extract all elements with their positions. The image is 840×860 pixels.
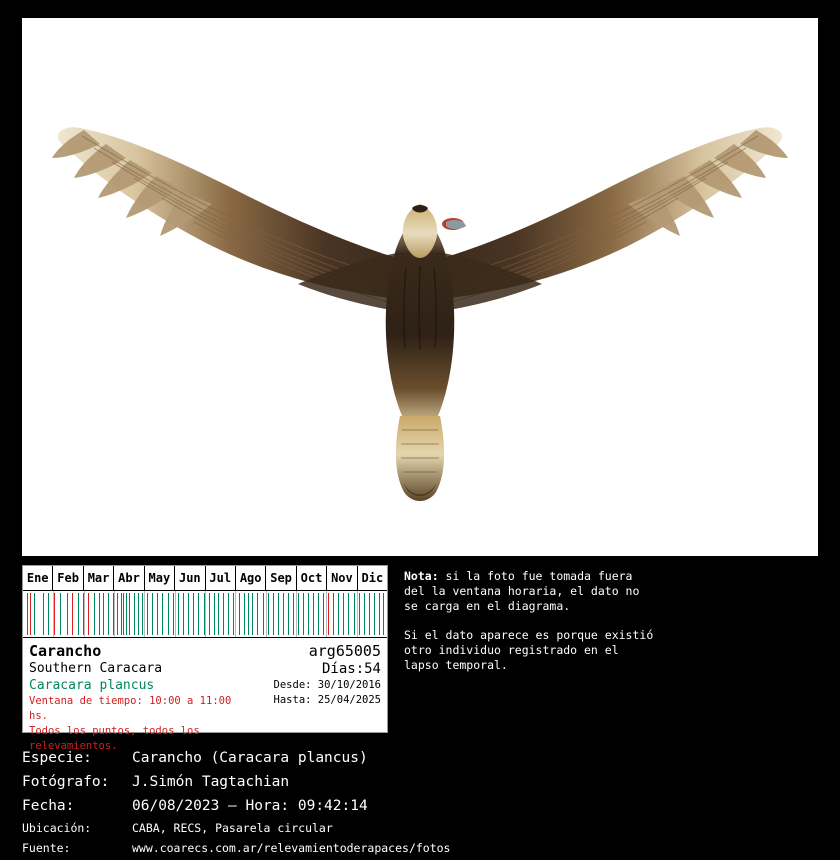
- month-divider: [357, 591, 358, 637]
- record-tick: [147, 593, 148, 635]
- month-cell-feb: Feb: [53, 566, 83, 590]
- record-tick: [263, 593, 264, 635]
- record-tick: [72, 593, 73, 635]
- record-tick: [343, 593, 344, 635]
- record-tick: [173, 593, 174, 635]
- record-tick: [142, 593, 143, 635]
- record-tick: [364, 593, 365, 635]
- record-tick: [198, 593, 199, 635]
- record-tick: [34, 593, 35, 635]
- days-count: Días:54: [321, 661, 381, 677]
- month-divider: [114, 591, 115, 637]
- record-tick: [278, 593, 279, 635]
- record-tick: [244, 593, 245, 635]
- metadata-value: 06/08/2023 – Hora: 09:42:14: [132, 798, 368, 814]
- record-tick: [30, 593, 31, 635]
- record-tick: [348, 593, 349, 635]
- record-tick: [333, 593, 334, 635]
- record-tick: [121, 593, 122, 635]
- record-tick: [248, 593, 249, 635]
- month-divider: [175, 591, 176, 637]
- record-tick: [204, 593, 205, 635]
- record-tick: [117, 593, 118, 635]
- month-cell-nov: Nov: [327, 566, 357, 590]
- record-tick: [308, 593, 309, 635]
- note-body: si la foto fue tomada fuera del la ventana horaria, el dato no se carga en el diagrama.: [404, 569, 640, 613]
- phenology-card: [22, 565, 388, 752]
- record-tick: [162, 593, 163, 635]
- record-tick: [178, 593, 179, 635]
- record-tick: [318, 593, 319, 635]
- metadata-value: Carancho (Caracara plancus): [132, 750, 368, 766]
- record-tick: [223, 593, 224, 635]
- record-tick: [379, 593, 380, 635]
- metadata-label: Fuente:: [22, 841, 71, 855]
- note-first: [404, 569, 654, 614]
- record-tick: [78, 593, 79, 635]
- record-tick: [123, 593, 124, 635]
- records-strip: [23, 591, 387, 638]
- metadata-label: Fotógrafo:: [22, 774, 110, 790]
- record-tick: [48, 593, 49, 635]
- record-tick: [113, 593, 114, 635]
- record-tick: [27, 593, 28, 635]
- record-tick: [83, 593, 84, 635]
- record-tick: [328, 593, 329, 635]
- record-tick: [214, 593, 215, 635]
- info-row: [22, 565, 818, 752]
- record-tick: [323, 593, 324, 635]
- metadata-row: [22, 796, 818, 816]
- record-tick: [239, 593, 240, 635]
- month-divider: [235, 591, 236, 637]
- month-divider: [144, 591, 145, 637]
- record-tick: [293, 593, 294, 635]
- month-divider: [205, 591, 206, 637]
- month-cell-ago: Ago: [236, 566, 266, 590]
- date-from: Desde: 30/10/2016: [273, 679, 381, 691]
- record-tick: [103, 593, 104, 635]
- record-tick: [354, 593, 355, 635]
- record-tick: [152, 593, 153, 635]
- record-tick: [288, 593, 289, 635]
- record-tick: [218, 593, 219, 635]
- record-tick: [67, 593, 68, 635]
- date-until: Hasta: 25/04/2025: [273, 694, 381, 706]
- notes-block: [404, 569, 654, 687]
- record-tick: [273, 593, 274, 635]
- record-tick: [129, 593, 130, 635]
- record-tick: [209, 593, 210, 635]
- record-tick: [94, 593, 95, 635]
- all-points-text: Todos los puntos, todos los relevamientos.: [29, 725, 200, 752]
- metadata-row: [22, 820, 818, 836]
- bird-photo: [22, 18, 818, 556]
- metadata-value: J.Simón Tagtachian: [132, 774, 290, 790]
- month-cell-mar: Mar: [84, 566, 114, 590]
- month-cell-may: May: [145, 566, 175, 590]
- month-cell-abr: Abr: [114, 566, 144, 590]
- record-tick: [88, 593, 89, 635]
- month-cell-ene: Ene: [23, 566, 53, 590]
- record-tick: [138, 593, 139, 635]
- month-cell-oct: Oct: [297, 566, 327, 590]
- month-divider: [296, 591, 297, 637]
- record-tick: [298, 593, 299, 635]
- species-english-name: Southern Caracara: [29, 661, 163, 676]
- month-cell-jun: Jun: [175, 566, 205, 590]
- month-cell-jul: Jul: [206, 566, 236, 590]
- card-left: [29, 642, 253, 754]
- metadata-value[interactable]: www.coarecs.com.ar/relevamientoderapaces/fotos: [132, 841, 451, 855]
- metadata-label: Ubicación:: [22, 821, 92, 835]
- species-common-name: Carancho: [29, 642, 102, 660]
- record-tick: [134, 593, 135, 635]
- record-tick: [43, 593, 44, 635]
- month-divider: [266, 591, 267, 637]
- record-tick: [268, 593, 269, 635]
- record-tick: [188, 593, 189, 635]
- record-code: arg65005: [308, 642, 381, 660]
- card-text: [23, 638, 387, 752]
- record-tick: [157, 593, 158, 635]
- record-tick: [369, 593, 370, 635]
- record-tick: [60, 593, 61, 635]
- record-tick: [126, 593, 127, 635]
- record-tick: [99, 593, 100, 635]
- time-window-text: Ventana de tiempo: 10:00 a 11:00 hs.: [29, 695, 232, 722]
- month-cell-dic: Dic: [361, 571, 384, 585]
- record-tick: [383, 593, 384, 635]
- record-tick: [228, 593, 229, 635]
- metadata-label: Especie:: [22, 750, 92, 766]
- note-second: Si el dato aparece es porque existió otro individuo registrado en el lapso temporal.: [404, 628, 654, 672]
- record-tick: [303, 593, 304, 635]
- record-tick: [359, 593, 360, 635]
- month-cell-sep: Sep: [266, 566, 296, 590]
- species-scientific-name: Caracara plancus: [29, 678, 155, 693]
- record-tick: [252, 593, 253, 635]
- record-tick: [193, 593, 194, 635]
- metadata-value: CABA, RECS, Pasarela circular: [132, 821, 333, 835]
- months-header: [23, 566, 387, 591]
- metadata-block: [22, 748, 818, 860]
- metadata-row: [22, 748, 818, 768]
- record-tick: [313, 593, 314, 635]
- record-tick: [257, 593, 258, 635]
- record-tick: [338, 593, 339, 635]
- metadata-label: Fecha:: [22, 798, 75, 814]
- card-right: [251, 642, 381, 708]
- record-tick: [374, 593, 375, 635]
- note-label: Nota:: [404, 569, 439, 583]
- photo-panel: [22, 18, 818, 556]
- record-tick: [183, 593, 184, 635]
- metadata-row: [22, 772, 818, 792]
- record-tick: [233, 593, 234, 635]
- record-tick: [54, 593, 55, 635]
- record-tick: [108, 593, 109, 635]
- month-divider: [84, 591, 85, 637]
- record-tick: [168, 593, 169, 635]
- record-tick: [283, 593, 284, 635]
